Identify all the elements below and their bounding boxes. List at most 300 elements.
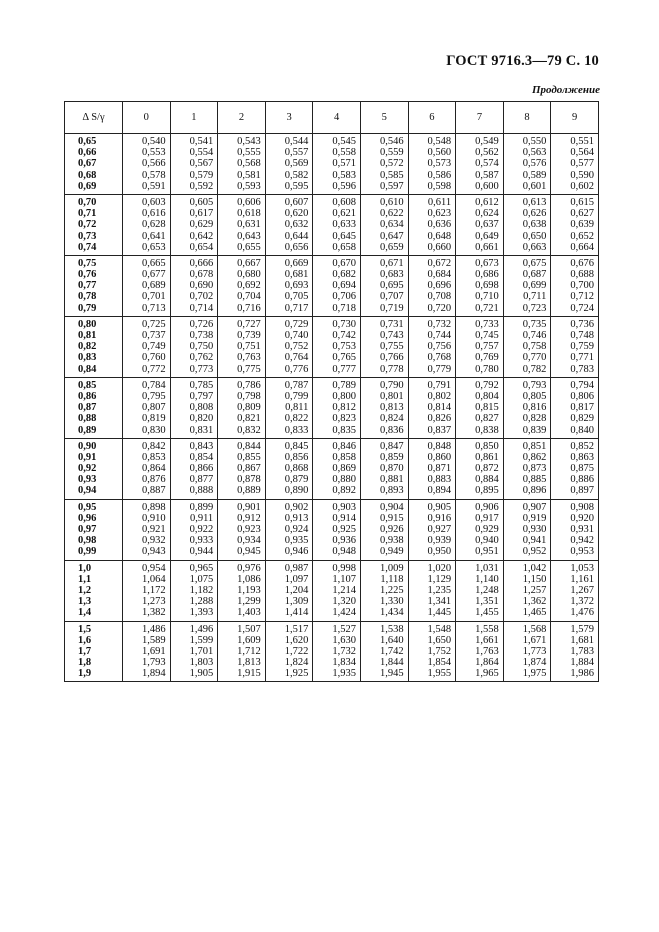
- cell-value: 1,864: [475, 657, 499, 669]
- value-cell: [360, 255, 408, 316]
- cell-value: 1,476: [570, 607, 594, 619]
- value-cell: [503, 316, 551, 377]
- cell-value: 0,868: [284, 463, 309, 475]
- cell-value: 0,839: [522, 424, 547, 436]
- cell-value: 0,842: [141, 440, 166, 452]
- row-key: 0,69: [78, 180, 97, 192]
- row-key: 0,78: [78, 291, 97, 303]
- cell-value: 0,816: [522, 402, 547, 414]
- cell-value: 0,645: [332, 230, 356, 242]
- value-cell: [408, 194, 456, 255]
- row-key: 1,3: [78, 596, 92, 608]
- cell-value: 0,780: [475, 363, 499, 375]
- cell-value: 0,835: [332, 424, 356, 436]
- cell-value: 0,901: [237, 501, 261, 513]
- cell-value: 0,563: [522, 147, 547, 159]
- value-cell: [456, 194, 504, 255]
- cell-value: 0,648: [427, 230, 452, 242]
- cell-value: 0,866: [189, 463, 214, 475]
- cell-value: 0,549: [475, 136, 499, 147]
- cell-value: 0,634: [379, 219, 404, 231]
- cell-value: 0,792: [475, 379, 499, 391]
- cell-value: 1,434: [379, 607, 404, 619]
- cell-value: 0,924: [284, 524, 309, 535]
- cell-value: 0,898: [141, 501, 166, 513]
- row-key: 1,5: [78, 623, 92, 635]
- cell-value: 1,620: [284, 634, 309, 646]
- cell-value: 0,729: [284, 318, 309, 330]
- cell-value: 1,031: [475, 562, 499, 574]
- value-cell: [265, 560, 313, 621]
- cell-value: 0,739: [237, 330, 261, 341]
- value-cell: [170, 438, 218, 499]
- table-row-group: [65, 621, 599, 682]
- cell-value: 1,393: [189, 607, 214, 619]
- cell-value: 0,686: [475, 269, 499, 281]
- row-key: 0,96: [78, 512, 97, 524]
- cell-value: 0,664: [570, 241, 594, 253]
- cell-value: 0,952: [522, 546, 547, 558]
- value-cell: [456, 499, 504, 560]
- cell-value: 0,770: [522, 352, 547, 364]
- cell-value: 0,636: [427, 219, 452, 231]
- value-cell: [218, 499, 266, 560]
- value-cell: [551, 194, 599, 255]
- cell-value: 0,789: [332, 379, 356, 391]
- cell-value: 0,694: [332, 280, 356, 292]
- cell-value: 0,892: [332, 485, 356, 497]
- cell-value: 0,948: [332, 546, 356, 558]
- cell-value: 0,876: [141, 474, 166, 486]
- value-cell: [503, 621, 551, 682]
- cell-value: 0,704: [237, 291, 261, 303]
- cell-value: 1,465: [522, 607, 547, 619]
- value-cell: [170, 316, 218, 377]
- cell-value: 0,775: [237, 363, 261, 375]
- cell-value: 0,671: [379, 257, 404, 269]
- header-row: [65, 102, 599, 134]
- cell-value: 0,736: [570, 318, 594, 330]
- cell-value: 0,801: [379, 390, 404, 402]
- cell-value: 0,811: [285, 402, 309, 414]
- cell-value: 0,870: [379, 463, 404, 475]
- cell-value: 1,267: [570, 584, 594, 596]
- value-cell: [218, 438, 266, 499]
- cell-value: 0,899: [189, 501, 214, 513]
- cell-value: 1,671: [522, 634, 547, 646]
- row-key-cell: [65, 255, 123, 316]
- row-key-cell: [65, 621, 123, 682]
- cell-value: 0,637: [475, 219, 499, 231]
- cell-value: 0,893: [379, 485, 404, 497]
- value-cell: [218, 194, 266, 255]
- cell-value: 1,053: [570, 562, 594, 574]
- cell-value: 1,273: [141, 596, 166, 608]
- row-key: 0,72: [78, 219, 97, 231]
- row-key-cell: [65, 316, 123, 377]
- value-cell: [170, 621, 218, 682]
- cell-value: 1,214: [332, 584, 356, 596]
- cell-value: 0,680: [237, 269, 261, 281]
- cell-value: 0,923: [237, 524, 261, 535]
- column-header: 2: [218, 102, 266, 134]
- cell-value: 0,566: [141, 158, 166, 170]
- row-key-cell: [65, 438, 123, 499]
- value-cell: [218, 255, 266, 316]
- value-cell: [551, 377, 599, 438]
- cell-value: 0,791: [427, 379, 452, 391]
- cell-value: 1,894: [141, 668, 166, 680]
- cell-value: 1,320: [332, 596, 356, 608]
- value-cell: [503, 255, 551, 316]
- cell-value: 0,622: [379, 208, 404, 220]
- cell-value: 0,582: [284, 169, 309, 181]
- cell-value: 0,746: [522, 330, 547, 341]
- cell-value: 0,626: [522, 208, 547, 220]
- value-cell: [456, 377, 504, 438]
- cell-value: 0,833: [284, 424, 309, 436]
- cell-value: 0,695: [379, 280, 404, 292]
- cell-value: 0,861: [475, 451, 499, 463]
- column-header: 3: [265, 102, 313, 134]
- value-cell: [123, 560, 171, 621]
- cell-value: 0,936: [332, 535, 356, 547]
- value-cell: [360, 560, 408, 621]
- cell-value: 0,708: [427, 291, 452, 303]
- cell-value: 0,712: [570, 291, 594, 303]
- cell-value: 0,998: [332, 562, 356, 574]
- value-cell: [265, 194, 313, 255]
- cell-value: 0,944: [189, 546, 214, 558]
- cell-value: 1,824: [284, 657, 309, 669]
- cell-value: 0,689: [141, 280, 166, 292]
- row-key: 0,95: [78, 501, 97, 513]
- cell-value: 1,309: [284, 596, 309, 608]
- cell-value: 0,650: [522, 230, 547, 242]
- value-cell: [551, 316, 599, 377]
- cell-value: 0,677: [141, 269, 166, 281]
- cell-value: 1,599: [189, 634, 214, 646]
- cell-value: 0,887: [141, 485, 166, 497]
- row-key: 0,85: [78, 379, 97, 391]
- row-key: 0,71: [78, 208, 97, 220]
- cell-value: 0,623: [427, 208, 452, 220]
- cell-value: 1,915: [237, 668, 261, 680]
- cell-value: 0,838: [475, 424, 499, 436]
- cell-value: 0,676: [570, 257, 594, 269]
- cell-value: 1,257: [522, 584, 547, 596]
- column-header: 6: [408, 102, 456, 134]
- value-cell: [123, 255, 171, 316]
- cell-value: 0,939: [427, 535, 452, 547]
- value-cell: [456, 560, 504, 621]
- cell-value: 0,915: [379, 512, 404, 524]
- cell-value: 1,661: [475, 634, 499, 646]
- value-cell: [456, 255, 504, 316]
- cell-value: 0,543: [237, 136, 261, 147]
- cell-value: 0,655: [237, 241, 261, 253]
- cell-value: 0,546: [379, 136, 404, 147]
- row-key: 0,86: [78, 390, 97, 402]
- cell-value: 0,864: [141, 463, 166, 475]
- value-cell: [313, 255, 361, 316]
- cell-value: 0,943: [141, 546, 166, 558]
- cell-value: 0,730: [332, 318, 356, 330]
- cell-value: 0,718: [332, 302, 356, 314]
- cell-value: 0,702: [189, 291, 214, 303]
- cell-value: 0,862: [522, 451, 547, 463]
- cell-value: 0,596: [332, 180, 356, 192]
- column-header: 5: [360, 102, 408, 134]
- cell-value: 0,929: [475, 524, 499, 535]
- cell-value: 0,733: [475, 318, 499, 330]
- cell-value: 0,872: [475, 463, 499, 475]
- cell-value: 1,712: [237, 645, 261, 657]
- cell-value: 0,616: [141, 208, 166, 220]
- cell-value: 0,889: [237, 485, 261, 497]
- cell-value: 0,858: [332, 451, 356, 463]
- cell-value: 0,885: [522, 474, 547, 486]
- continuation-label: Продолжение: [531, 84, 600, 96]
- cell-value: 0,548: [427, 136, 452, 147]
- cell-value: 0,569: [284, 158, 309, 170]
- column-header: Δ S/γ: [65, 102, 123, 134]
- cell-value: 1,681: [570, 634, 594, 646]
- value-cell: [551, 438, 599, 499]
- row-key: 0,93: [78, 474, 97, 486]
- row-key: 0,68: [78, 169, 97, 181]
- cell-value: 1,118: [380, 573, 404, 585]
- cell-value: 0,720: [427, 302, 452, 314]
- cell-value: 0,615: [570, 196, 594, 208]
- cell-value: 0,916: [427, 512, 452, 524]
- cell-value: 1,403: [237, 607, 261, 619]
- table-row-group: [65, 377, 599, 438]
- cell-value: 0,560: [427, 147, 452, 159]
- cell-value: 0,725: [141, 318, 166, 330]
- cell-value: 1,182: [189, 584, 214, 596]
- cell-value: 0,840: [570, 424, 594, 436]
- value-cell: [170, 255, 218, 316]
- cell-value: 0,766: [379, 352, 404, 364]
- cell-value: 0,877: [189, 474, 214, 486]
- cell-value: 1,589: [141, 634, 166, 646]
- cell-value: 0,886: [570, 474, 594, 486]
- row-key: 0,80: [78, 318, 97, 330]
- row-key: 0,65: [78, 136, 97, 147]
- cell-value: 0,860: [427, 451, 452, 463]
- value-cell: [408, 621, 456, 682]
- cell-value: 0,559: [379, 147, 404, 159]
- cell-value: 0,603: [141, 196, 166, 208]
- cell-value: 0,638: [522, 219, 547, 231]
- value-cell: [551, 499, 599, 560]
- cell-value: 0,759: [570, 341, 594, 353]
- cell-value: 0,925: [332, 524, 356, 535]
- cell-value: 0,621: [332, 208, 356, 220]
- cell-value: 0,772: [141, 363, 166, 375]
- row-key: 0,98: [78, 535, 97, 547]
- cell-value: 0,763: [237, 352, 261, 364]
- cell-value: 0,593: [237, 180, 261, 192]
- cell-value: 0,922: [189, 524, 214, 535]
- cell-value: 0,809: [237, 402, 261, 414]
- row-key: 0,81: [78, 330, 97, 341]
- cell-value: 1,486: [141, 623, 166, 635]
- value-cell: [456, 438, 504, 499]
- cell-value: 0,698: [475, 280, 499, 292]
- cell-value: 0,764: [284, 352, 309, 364]
- value-cell: [265, 316, 313, 377]
- cell-value: 1,172: [141, 584, 166, 596]
- cell-value: 0,795: [141, 390, 166, 402]
- cell-value: 0,894: [427, 485, 452, 497]
- row-key: 0,87: [78, 402, 97, 414]
- cell-value: 0,628: [141, 219, 166, 231]
- cell-value: 0,827: [475, 413, 499, 425]
- cell-value: 1,965: [475, 668, 499, 680]
- cell-value: 0,731: [379, 318, 404, 330]
- cell-value: 0,819: [141, 413, 166, 425]
- cell-value: 1,691: [141, 645, 166, 657]
- cell-value: 0,649: [475, 230, 499, 242]
- cell-value: 0,587: [475, 169, 499, 181]
- value-cell: [123, 134, 171, 195]
- cell-value: 0,719: [379, 302, 404, 314]
- value-cell: [360, 316, 408, 377]
- cell-value: 0,750: [189, 341, 214, 353]
- page-header: ГОСТ 9716.3—79 С. 10: [446, 53, 599, 69]
- cell-value: 1,086: [237, 573, 261, 585]
- cell-value: 0,845: [284, 440, 309, 452]
- cell-value: 0,586: [427, 169, 452, 181]
- cell-value: 0,743: [379, 330, 404, 341]
- cell-value: 1,372: [570, 596, 594, 608]
- cell-value: 0,859: [379, 451, 404, 463]
- cell-value: 0,912: [237, 512, 261, 524]
- value-cell: [408, 438, 456, 499]
- cell-value: 0,610: [379, 196, 404, 208]
- value-cell: [313, 377, 361, 438]
- cell-value: 0,706: [332, 291, 356, 303]
- cell-value: 0,945: [237, 546, 261, 558]
- row-key-cell: [65, 377, 123, 438]
- cell-value: 0,600: [475, 180, 499, 192]
- row-key: 0,84: [78, 363, 97, 375]
- cell-value: 0,672: [427, 257, 452, 269]
- row-key: 0,97: [78, 524, 97, 535]
- cell-value: 0,681: [284, 269, 309, 281]
- cell-value: 0,938: [379, 535, 404, 547]
- cell-value: 0,644: [284, 230, 309, 242]
- cell-value: 0,813: [379, 402, 404, 414]
- cell-value: 0,824: [379, 413, 404, 425]
- cell-value: 1,793: [141, 657, 166, 669]
- cell-value: 0,910: [141, 512, 166, 524]
- value-cell: [503, 377, 551, 438]
- cell-value: 1,986: [570, 668, 594, 680]
- value-cell: [265, 255, 313, 316]
- cell-value: 0,843: [189, 440, 214, 452]
- cell-value: 0,656: [284, 241, 309, 253]
- cell-value: 1,538: [379, 623, 404, 635]
- cell-value: 1,874: [522, 657, 547, 669]
- row-key: 0,99: [78, 546, 97, 558]
- cell-value: 0,659: [379, 241, 404, 253]
- cell-value: 1,975: [522, 668, 547, 680]
- cell-value: 1,351: [475, 596, 499, 608]
- cell-value: 0,696: [427, 280, 452, 292]
- cell-value: 0,953: [570, 546, 594, 558]
- cell-value: 0,738: [189, 330, 214, 341]
- cell-value: 1,722: [284, 645, 309, 657]
- cell-value: 0,641: [141, 230, 166, 242]
- cell-value: 1,701: [189, 645, 214, 657]
- cell-value: 1,455: [475, 607, 499, 619]
- row-key: 0,92: [78, 463, 97, 475]
- cell-value: 0,752: [284, 341, 309, 353]
- value-cell: [408, 377, 456, 438]
- cell-value: 0,951: [475, 546, 499, 558]
- row-key-cell: [65, 499, 123, 560]
- cell-value: 0,749: [141, 341, 166, 353]
- cell-value: 0,895: [475, 485, 499, 497]
- cell-value: 0,617: [189, 208, 214, 220]
- cell-value: 1,140: [475, 573, 499, 585]
- cell-value: 0,913: [284, 512, 309, 524]
- cell-value: 1,496: [189, 623, 214, 635]
- cell-value: 0,793: [522, 379, 547, 391]
- cell-value: 0,742: [332, 330, 356, 341]
- cell-value: 0,707: [379, 291, 404, 303]
- cell-value: 0,822: [284, 413, 309, 425]
- cell-value: 0,605: [189, 196, 214, 208]
- value-cell: [456, 621, 504, 682]
- cell-value: 0,905: [427, 501, 452, 513]
- cell-value: 0,950: [427, 546, 452, 558]
- cell-value: 0,946: [284, 546, 309, 558]
- value-cell: [123, 377, 171, 438]
- cell-value: 0,897: [570, 485, 594, 497]
- row-key: 0,88: [78, 413, 97, 425]
- value-cell: [123, 438, 171, 499]
- cell-value: 1,204: [284, 584, 309, 596]
- cell-value: 0,836: [379, 424, 404, 436]
- cell-value: 0,545: [332, 136, 356, 147]
- value-cell: [265, 377, 313, 438]
- cell-value: 1,097: [284, 573, 309, 585]
- cell-value: 0,673: [475, 257, 499, 269]
- cell-value: 0,823: [332, 413, 356, 425]
- cell-value: 0,935: [284, 535, 309, 547]
- cell-value: 0,554: [189, 147, 214, 159]
- value-cell: [360, 438, 408, 499]
- cell-value: 0,786: [237, 379, 261, 391]
- cell-value: 0,541: [189, 136, 214, 147]
- cell-value: 0,558: [332, 147, 356, 159]
- cell-value: 0,591: [141, 180, 166, 192]
- cell-value: 0,682: [332, 269, 356, 281]
- cell-value: 0,647: [379, 230, 404, 242]
- value-cell: [265, 438, 313, 499]
- cell-value: 0,932: [141, 535, 166, 547]
- cell-value: 0,598: [427, 180, 452, 192]
- cell-value: 0,579: [189, 169, 214, 181]
- cell-value: 1,235: [427, 584, 452, 596]
- row-key: 0,67: [78, 158, 97, 170]
- cell-value: 0,883: [427, 474, 452, 486]
- row-key: 0,83: [78, 352, 97, 364]
